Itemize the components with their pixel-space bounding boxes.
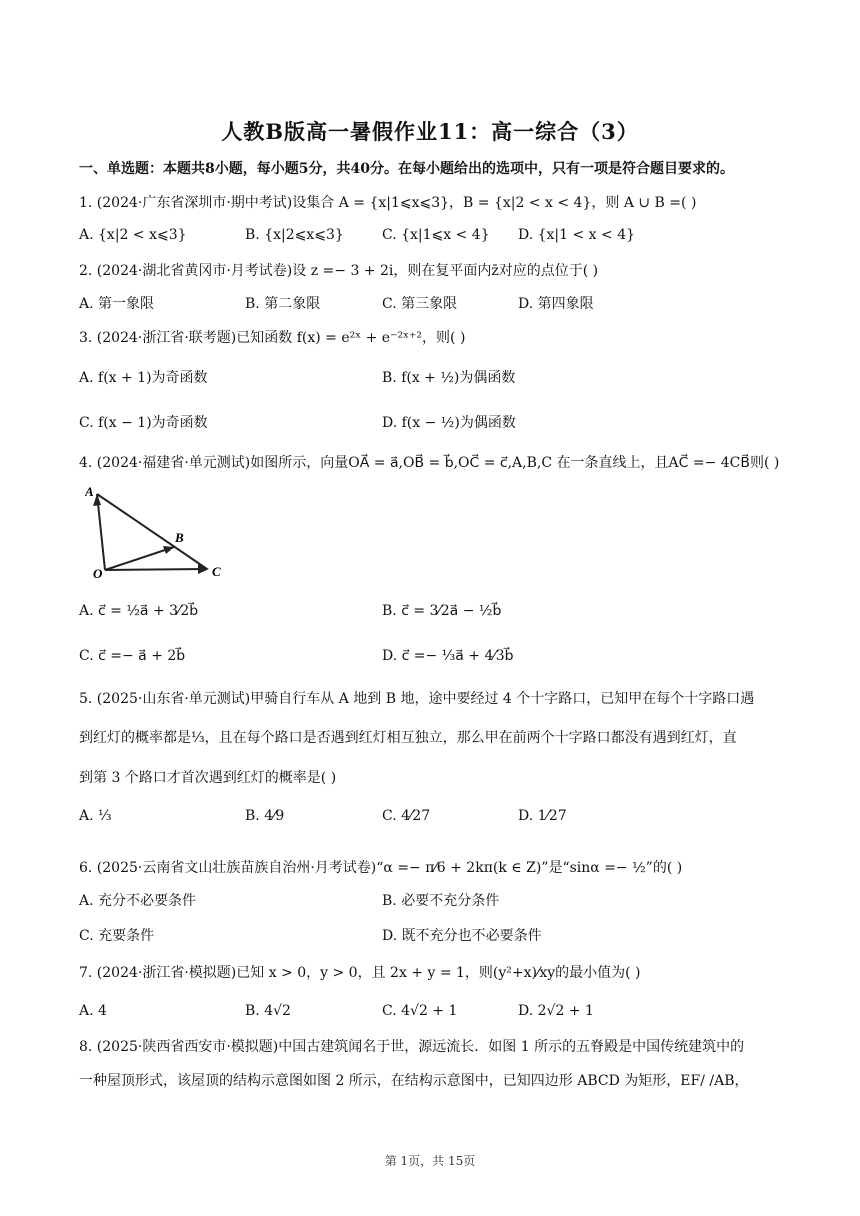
q6-option-c: C. 充要条件 <box>79 928 155 944</box>
label-o: O <box>93 566 103 581</box>
question-6-stem: 6. (2025·云南省文山壮族苗族自治州·月考试卷)“α =− π⁄6 + 2kπ(k ∈ Z)”是“sinα =− ½”的( ) <box>79 860 683 876</box>
q4-option-d: D. c⃗ =− ⅓a⃗ + 4⁄3b⃗ <box>382 648 514 664</box>
q7-option-a: A. 4 <box>79 1003 107 1019</box>
q3-option-d: D. f(x − ½)为偶函数 <box>382 415 516 431</box>
segment-ac <box>97 494 207 569</box>
q7-option-d: D. 2√2 + 1 <box>518 1003 594 1019</box>
page-footer: 第 1页，共 15页 <box>384 1154 476 1168</box>
question-5-stem-line-3: 到第 3 个路口才首次遇到红灯的概率是( ) <box>79 770 337 786</box>
q2-option-b: B. 第二象限 <box>245 296 321 312</box>
question-4-stem: 4. (2024·福建省·单元测试)如图所示，向量OA⃗ = a⃗,OB⃗ = b⃗,OC⃗ = c⃗,A,B,C 在一条直线上，且AC⃗ =− 4CB⃗则( ) <box>79 455 780 471</box>
question-3-stem: 3. (2024·浙江省·联考题)已知函数 f(x) = e²ˣ + e⁻²ˣ⁺²，则( ) <box>79 330 466 346</box>
page-title: 人教B版高一暑假作业11：高一综合（3） <box>221 119 639 144</box>
q1-option-a: A. {x|2 < x⩽3} <box>79 227 187 243</box>
question-8-stem-line-2: 一种屋顶形式，该屋顶的结构示意图如图 2 所示，在结构示意图中，已知四边形 ABCD 为矩形，EF/ /AB， <box>79 1073 749 1089</box>
q7-option-c: C. 4√2 + 1 <box>382 1003 458 1019</box>
segment-ob <box>105 547 174 570</box>
q6-option-b: B. 必要不充分条件 <box>382 893 500 909</box>
arrow-b-icon <box>163 546 174 554</box>
q2-option-d: D. 第四象限 <box>518 296 594 312</box>
label-a: A <box>85 484 94 499</box>
q1-option-d: D. {x|1 < x < 4} <box>518 227 636 243</box>
q5-option-b: B. 4⁄9 <box>245 808 285 824</box>
vector-figure <box>85 482 230 584</box>
label-b: B <box>175 530 184 545</box>
q4-option-c: C. c⃗ =− a⃗ + 2b⃗ <box>79 648 186 664</box>
segment-oa <box>97 494 105 570</box>
question-1-stem: 1. (2024·广东省深圳市·期中考试)设集合 A = {x|1⩽x⩽3}，B = {x|2 < x < 4}，则 A ∪ B =( ) <box>79 195 697 211</box>
q4-option-a: A. c⃗ = ½a⃗ + 3⁄2b⃗ <box>79 603 199 619</box>
section-heading: 一、单选题：本题共8小题，每小题5分，共40分。在每小题给出的选项中，只有一项是符合题目要求的。 <box>79 161 734 177</box>
q4-option-b: B. c⃗ = 3⁄2a⃗ − ½b⃗ <box>382 603 502 619</box>
label-c: C <box>212 564 221 579</box>
q6-option-d: D. 既不充分也不必要条件 <box>382 928 542 944</box>
q3-option-a: A. f(x + 1)为奇函数 <box>79 370 208 386</box>
q6-option-a: A. 充分不必要条件 <box>79 893 197 909</box>
q1-option-b: B. {x|2⩽x⩽3} <box>245 227 344 243</box>
question-2-stem: 2. (2024·湖北省黄冈市·月考试卷)设 z =− 3 + 2i，则在复平面内z̄对应的点位于( ) <box>79 263 599 279</box>
q5-option-d: D. 1⁄27 <box>518 808 567 824</box>
q7-option-b: B. 4√2 <box>245 1003 291 1019</box>
question-7-stem: 7. (2024·浙江省·模拟题)已知 x > 0，y > 0，且 2x + y = 1，则(y²+x)⁄xy的最小值为( ) <box>79 965 641 981</box>
q5-option-a: A. ⅓ <box>79 808 112 824</box>
q5-option-c: C. 4⁄27 <box>382 808 431 824</box>
question-8-stem-line-1: 8. (2025·陕西省西安市·模拟题)中国古建筑闻名于世，源远流长．如图 1 所示的五脊殿是中国传统建筑中的 <box>79 1039 745 1055</box>
q2-option-a: A. 第一象限 <box>79 296 155 312</box>
question-5-stem-line-2: 到红灯的概率都是⅓，且在每个路口是否遇到红灯相互独立，那么甲在前两个十字路口都没有遇到红灯，直 <box>79 730 737 746</box>
q3-option-c: C. f(x − 1)为奇函数 <box>79 415 208 431</box>
q3-option-b: B. f(x + ½)为偶函数 <box>382 370 516 386</box>
q1-option-c: C. {x|1⩽x < 4} <box>382 227 490 243</box>
segment-oc <box>105 569 207 570</box>
question-5-stem-line-1: 5. (2025·山东省·单元测试)甲骑自行车从 A 地到 B 地，途中要经过 4 个十字路口，已知甲在每个十字路口遇 <box>79 691 755 707</box>
q2-option-c: C. 第三象限 <box>382 296 458 312</box>
